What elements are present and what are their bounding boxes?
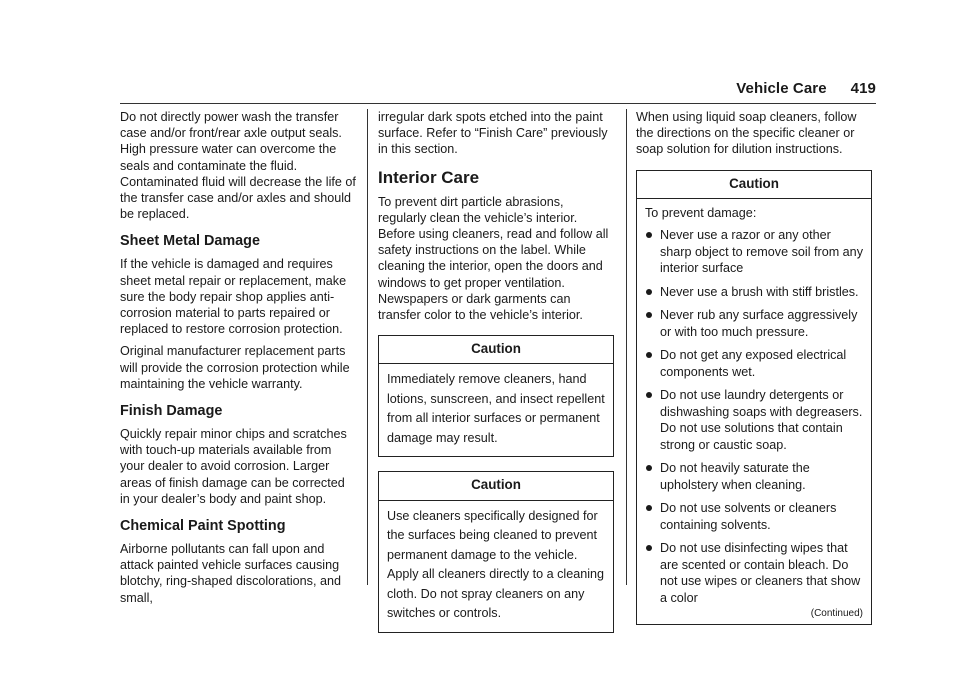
finish-damage-paragraph: Quickly repair minor chips and scratches with touch-up materials available from your dealer to avoid corrosion. Larger areas of finish damage can be corrected in your dealer’s body and paint shop. <box>120 427 347 506</box>
list-item: Do not use laundry detergents or dishwashing soaps with degreasers. Do not use solutions that contain strong or caustic soap. <box>645 387 863 453</box>
chemical-spotting-continued: irregular dark spots etched into the paint surface. Refer to “Finish Care” previously in this section. <box>378 110 608 157</box>
interior-care-heading: Interior Care <box>378 167 480 187</box>
caution-bullet-list <box>645 227 863 606</box>
chemical-spotting-paragraph: Airborne pollutants can fall upon and attack painted vehicle surfaces causing blotchy, ring-shaped discolorations, and small, <box>120 542 341 605</box>
header-rule <box>120 103 876 104</box>
bullet-icon <box>646 289 652 295</box>
bullet-icon <box>646 545 652 551</box>
caution-title: Caution <box>379 472 613 500</box>
caution-box-cleaners <box>378 471 614 632</box>
sheet-metal-paragraph-2: Original manufacturer replacement parts will provide the corrosion protection while maintaining the vehicle warranty. <box>120 344 350 391</box>
caution-body: Immediately remove cleaners, hand lotions, sunscreen, and insect repellent from all interior surfaces or permanent damage may result. <box>387 372 605 445</box>
caution-box-damage <box>636 170 872 626</box>
continued-label: (Continued) <box>810 608 863 620</box>
bullet-icon <box>646 392 652 398</box>
bullet-icon <box>646 232 652 238</box>
caution-box-lotions <box>378 335 614 457</box>
caution-title: Caution <box>637 171 871 199</box>
page-number: 419 <box>850 80 876 97</box>
list-item: Never use a razor or any other sharp object to remove soil from any interior surface <box>645 227 863 277</box>
caution-title: Caution <box>379 336 613 364</box>
section-title: Vehicle Care <box>736 80 827 97</box>
caution-intro: To prevent damage: <box>645 205 757 220</box>
bullet-icon <box>646 352 652 358</box>
list-item: Do not use solvents or cleaners containing solvents. <box>645 500 863 533</box>
column-divider <box>626 109 627 585</box>
sheet-metal-paragraph-1: If the vehicle is damaged and requires sheet metal repair or replacement, make sure the body repair shop applies anti-corrosion material to parts repaired or replaced to restore corrosion protection. <box>120 257 347 337</box>
liquid-soap-paragraph: When using liquid soap cleaners, follow the directions on the specific cleaner or soap solution for dilution instructions. <box>636 110 857 157</box>
column-2 <box>378 109 614 647</box>
list-item: Never use a brush with stiff bristles. <box>645 284 863 301</box>
list-item: Never rub any surface aggressively or with too much pressure. <box>645 307 863 340</box>
caution-body: Use cleaners specifically designed for the surfaces being cleaned to prevent permanent damage to the vehicle. Apply all cleaners directly to a cleaning cloth. Do not spray cleaners on any switches or controls. <box>387 508 605 621</box>
chemical-spotting-heading: Chemical Paint Spotting <box>120 518 286 535</box>
column-1 <box>120 109 356 612</box>
finish-damage-heading: Finish Damage <box>120 403 223 420</box>
bullet-icon <box>646 505 652 511</box>
interior-care-paragraph: To prevent dirt particle abrasions, regularly clean the vehicle’s interior. Before using cleaners, read and follow all safety instructions on the label. While cleaning the interior, open the doors and windows to get proper ventilation. Newspapers or dark garments can transfer color to the vehicle’s interior. <box>378 194 609 323</box>
column-divider <box>367 109 368 585</box>
page-header <box>700 80 876 97</box>
caution-body <box>637 199 871 625</box>
list-item: Do not get any exposed electrical components wet. <box>645 347 863 380</box>
list-item: Do not use disinfecting wipes that are scented or contain bleach. Do not use wipes or cleaners that show a color <box>645 540 863 606</box>
bullet-icon <box>646 465 652 471</box>
list-item: Do not heavily saturate the upholstery when cleaning. <box>645 460 863 493</box>
bullet-icon <box>646 312 652 318</box>
power-wash-paragraph: Do not directly power wash the transfer case and/or front/rear axle output seals. High pressure water can overcome the seals and contaminate the fluid. Contaminated fluid will decrease the life of the transfer case and/or axles and should be replaced. <box>120 110 356 222</box>
sheet-metal-heading: Sheet Metal Damage <box>120 233 260 250</box>
column-3 <box>636 109 872 639</box>
